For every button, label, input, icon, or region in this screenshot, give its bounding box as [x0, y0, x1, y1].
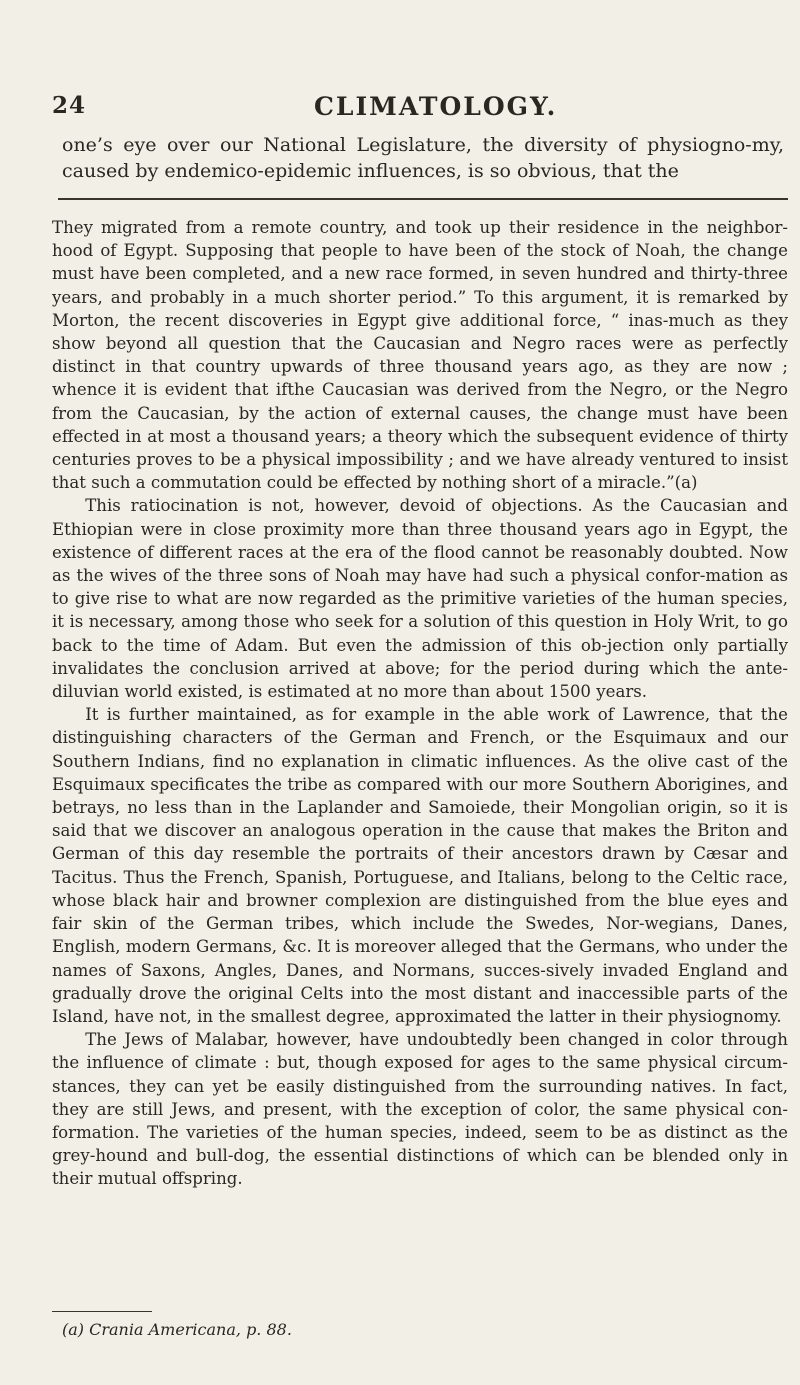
page-number: 24 [52, 92, 87, 119]
paragraph-3: It is further maintained, as for example in the able work of Lawrence, that the distinguishing characters of the German and French, or the Esquimaux and our Southern Indians, find no explanation in climatic influences. As the olive cast of the Esquimaux specificates the tribe as compared with our more Southern Aborigines, and betrays, no less than in the Laplander and Samoiede, their Mongolian origin, so it is said that we discover an analogous operation in the cause that makes the Briton and German of this day resemble the portraits of their ancestors drawn by Cæsar and Tacitus. Thus the French, Spanish, Portuguese, and Italians, belong to the Celtic race, whose black hair and browner complexion are distinguished from the blue eyes and fair skin of the German tribes, which include the Swedes, Nor-wegians, Danes, English, modern Germans, &c. It is moreover alleged that the Germans, who under the names of Saxons, Angles, Danes, and Normans, succes-sively invaded England and gradually drove the original Celts into the most distant and inaccessible parts of the Island, have not, in the smallest degree, approximated the latter in their physiognomy. [52, 705, 788, 1026]
page-header [52, 92, 788, 128]
paragraph-4: The Jews of Malabar, however, have undoubtedly been changed in color through the influence of climate : but, though exposed for ages to the same physical circum-stances, they can yet be easily distinguished from the surrounding natives. In fact, they are still Jews, and present, with the exception of color, the same physical con-formation. The varieties of the human species, indeed, seem to be as distinct as the grey-hound and bull-dog, the essential distinctions of which can be blended only in their mutual offspring. [52, 1030, 788, 1189]
paragraph-1: They migrated from a remote country, and took up their residence in the neighbor-hood of Egypt. Supposing that people to have been of the stock of Noah, the change must have been completed, and a new race formed, in seven hundred and thirty-three years, and probably in a much shorter period.” To this argument, it is remarked by Morton, the recent discoveries in Egypt give additional force, “ inas-much as they show beyond all question that the Caucasian and Negro races were as perfectly distinct in that country upwards of three thousand years ago, as they are now ; whence it is evident that ifthe Caucasian was derived from the Negro, or the Negro from the Caucasian, by the action of external causes, the change must have been effected in at most a thousand years; a theory which the subsequent evidence of thirty centuries proves to be a physical impossibility ; and we have already ventured to insist that such a commutation could be effected by nothing short of a miracle.”(a) [52, 218, 788, 493]
book-page [52, 0, 788, 1385]
running-title: CLIMATOLOGY. [314, 92, 558, 121]
footnote-divider [52, 1311, 152, 1312]
footnote: (a) Crania Americana, p. 88. [62, 1320, 292, 1339]
section-divider [58, 198, 788, 200]
paragraph-2: This ratiocination is not, however, devoid of objections. As the Caucasian and Ethiopian were in close proximity more than three thousand years ago in Egypt, the existence of different races at the era of the flood cannot be reasonably doubted. Now as the wives of the three sons of Noah may have had such a physical confor-mation as to give rise to what are now regarded as the primitive varieties of the human species, it is necessary, among those who seek for a solution of this question in Holy Writ, to go back to the time of Adam. But even the admission of this ob-jection only partially invalidates the conclusion arrived at above; for the period during which the ante-diluvian world existed, is estimated at no more than about 1500 years. [52, 496, 788, 702]
main-text [52, 216, 788, 1191]
lead-paragraph: one’s eye over our National Legislature, the diversity of physiogno-my, caused by endemico-epidemic influences, is so obvious, that the [62, 134, 784, 182]
